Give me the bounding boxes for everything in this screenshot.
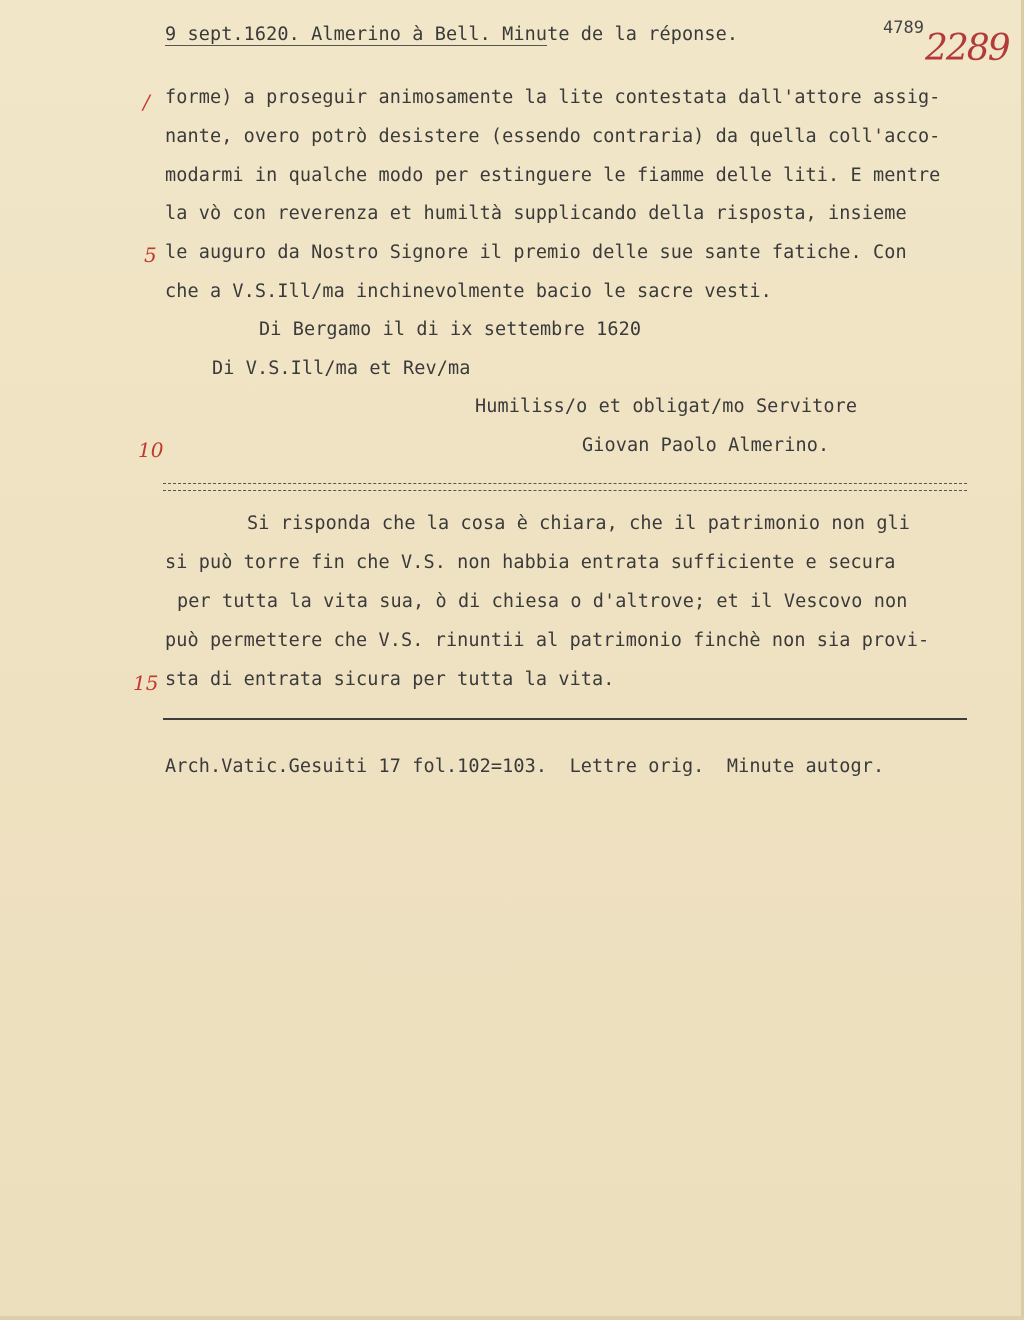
- letter-date-line: Di Bergamo il di ix settembre 1620: [259, 319, 642, 340]
- folio-number-handwritten: 2289: [925, 28, 1009, 69]
- response-line-2: si può torre fin che V.S. non habbia entrata sufficiente e secura: [165, 552, 896, 573]
- double-separator-rule: [163, 483, 967, 491]
- response-line-4: può permettere che V.S. rinuntii al patrimonio finchè non sia provi-: [165, 630, 930, 651]
- letter-line-4: la vò con reverenza et humiltà supplicando della risposta, insieme: [165, 203, 907, 224]
- line-marker-5: 5: [144, 243, 157, 267]
- document-header: 9 sept.1620. Almerino à Bell. Minute de la réponse.: [165, 24, 739, 45]
- source-reference: Arch.Vatic.Gesuiti 17 fol.102=103. Lettre orig. Minute autogr.: [165, 756, 885, 777]
- letter-line-3: modarmi in qualche modo per estinguere le fiamme delle liti. E mentre: [165, 165, 941, 186]
- line-marker-15: 15: [133, 671, 159, 695]
- header-underline: [165, 45, 547, 46]
- letter-salutation: Di V.S.Ill/ma et Rev/ma: [212, 358, 471, 379]
- folio-number-typed: 4789: [883, 18, 924, 38]
- single-separator-rule: [163, 718, 967, 720]
- letter-line-5: le auguro da Nostro Signore il premio delle sue sante fatiche. Con: [165, 242, 907, 263]
- response-line-3: per tutta la vita sua, ò di chiesa o d'altrove; et il Vescovo non: [177, 591, 908, 612]
- line-marker-1: /: [143, 90, 150, 114]
- letter-signature: Giovan Paolo Almerino.: [582, 435, 830, 456]
- letter-line-2: nante, overo potrò desistere (essendo contraria) da quella coll'acco-: [165, 126, 941, 147]
- response-line-5: sta di entrata sicura per tutta la vita.: [165, 669, 615, 690]
- line-marker-10: 10: [138, 438, 164, 462]
- page-edge-bottom: [0, 1316, 1024, 1320]
- letter-line-6: che a V.S.Ill/ma inchinevolmente bacio le sacre vesti.: [165, 281, 772, 302]
- letter-closing: Humiliss/o et obligat/mo Servitore: [475, 396, 858, 417]
- response-line-1: Si risponda che la cosa è chiara, che il patrimonio non gli: [247, 513, 911, 534]
- letter-line-1: forme) a proseguir animosamente la lite contestata dall'attore assig-: [165, 87, 941, 108]
